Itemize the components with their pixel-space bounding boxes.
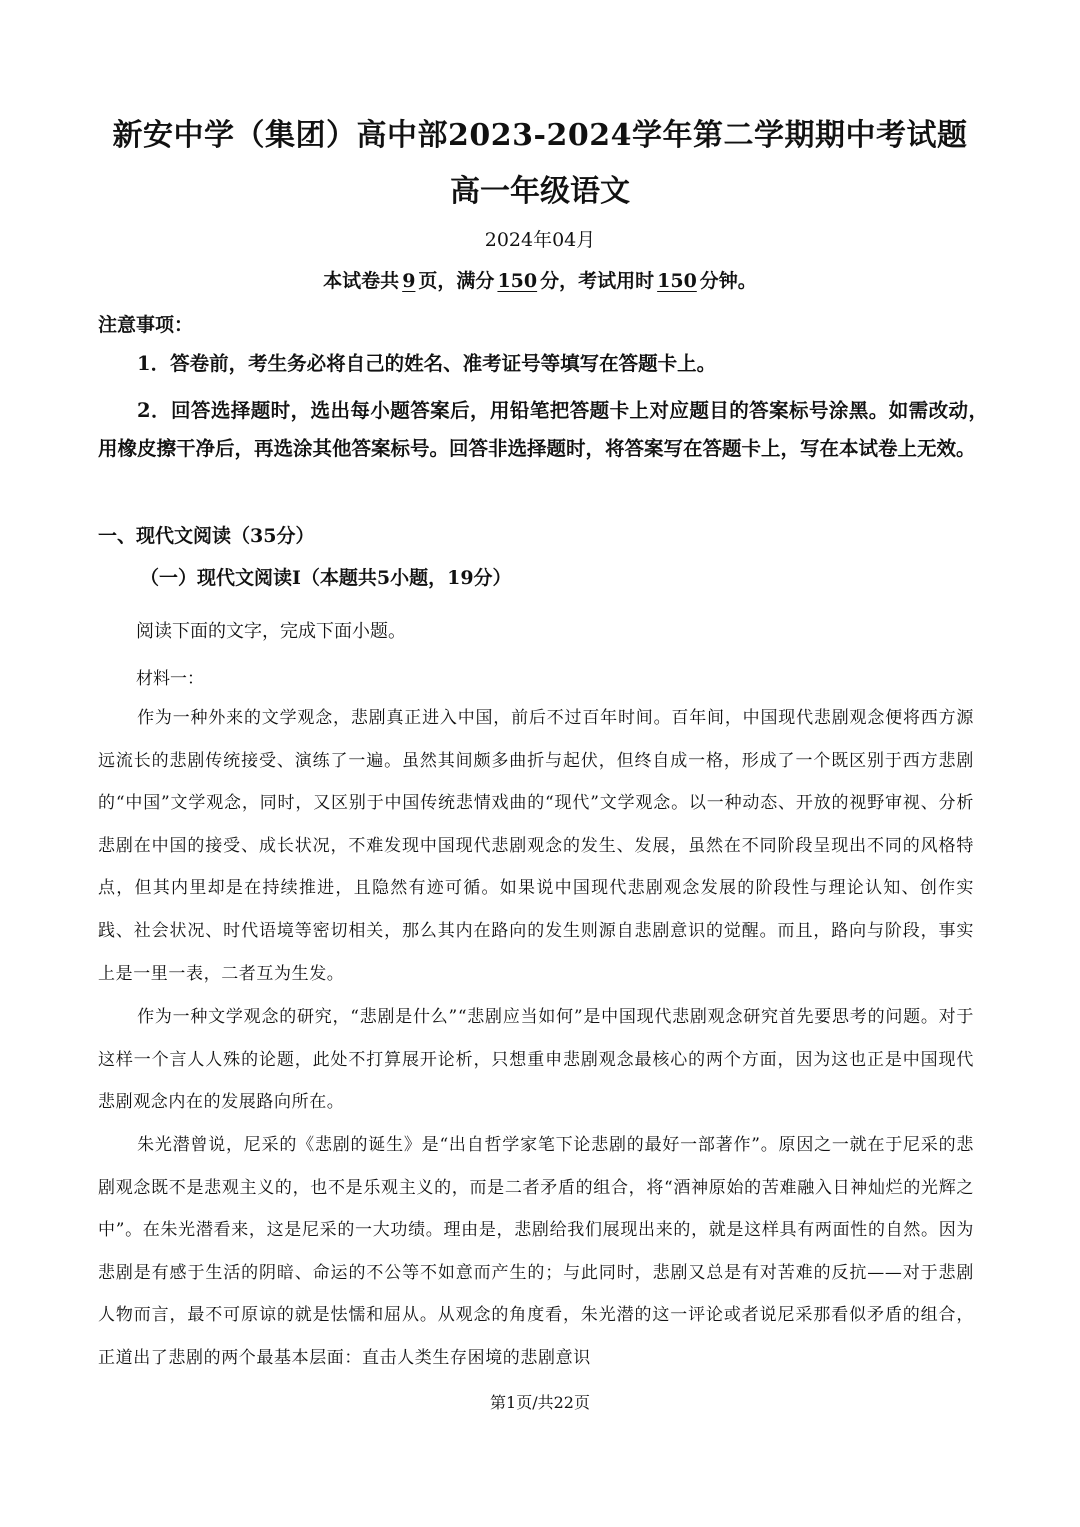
exam-info-line [0,266,1080,293]
subsection-heading: （一）现代文阅读Ⅰ（本题共5小题，19分） [140,567,512,589]
exam-date: 2024年04月 [484,229,596,251]
info-score: 150 [497,270,538,292]
notice-item-1: 1．答卷前，考生务必将自己的姓名、准考证号等填写在答题卡上。 [137,352,717,375]
passage-paragraph-2: 作为一种文学观念的研究，“悲剧是什么”“悲剧应当如何”是中国现代悲剧观念研究首先要思考的问题。对于这样一个言人人殊的论题，此处不打算展开论析，只想重申悲剧观念最核心的两个方面，因为这也正是中国现代悲剧观念内在的发展路向所在。 [98,1007,974,1113]
material-label: 材料一： [136,669,204,689]
info-minutes: 150 [657,270,697,292]
info-mid1: 页，满分 [418,270,495,292]
notice-item-2: 2．回答选择题时，选出每小题答案后，用铅笔把答题卡上对应题目的答案标号涂黑。如需改动，用橡皮擦干净后，再选涂其他答案标号。回答非选择题时，将答案写在答题卡上，写在本试卷上无效。 [98,399,988,460]
passage-paragraph-3: 朱光潜曾说，尼采的《悲剧的诞生》是“出自哲学家笔下论悲剧的最好一部著作”。原因之一就在于尼采的悲剧观念既不是悲观主义的，也不是乐观主义的，而是二者矛盾的组合，将“酒神原始的苦难融入日神灿烂的光辉之中”。在朱光潜看来，这是尼采的一大功绩。理由是，悲剧给我们展现出来的，就是这样具有两面性的自然。因为悲剧是有感于生活的阴暗、命运的不公等不如意而产生的；与此同时，悲剧又总是有对苦难的反抗——对于悲剧人物而言，最不可原谅的就是怯懦和屈从。从观念的角度看，朱光潜的这一评论或者说尼采那看似矛盾的组合，正道出了悲剧的两个最基本层面：直击人类生存困境的悲剧意识 [98,1135,974,1368]
info-prefix: 本试卷共 [323,270,400,292]
page-number: 第1页/共22页 [490,1393,590,1412]
section-heading: 一、现代文阅读（35分） [98,525,315,547]
passage-paragraph-1: 作为一种外来的文学观念，悲剧真正进入中国，前后不过百年时间。百年间，中国现代悲剧观念便将西方源远流长的悲剧传统接受、演练了一遍。虽然其间颇多曲折与起伏，但终自成一格，形成了一个既区别于西方悲剧的“中国”文学观念，同时，又区别于中国传统悲情戏曲的“现代”文学观念。以一种动态、开放的视野审视、分析悲剧在中国的接受、成长状况，不难发现中国现代悲剧观念的发生、发展，虽然在不同阶段呈现出不同的风格特点，但其内里却是在持续推进，且隐然有迹可循。如果说中国现代悲剧观念发展的阶段性与理论认知、创作实践、社会状况、时代语境等密切相关，那么其内在路向的发生则源自悲剧意识的觉醒。而且，路向与阶段，事实上是一里一表，二者互为生发。 [98,708,974,984]
notice-heading: 注意事项： [98,314,194,336]
exam-title: 新安中学（集团）高中部2023-2024学年第二学期期中考试题 [112,118,968,153]
reading-instruction: 阅读下面的文字，完成下面小题。 [136,621,406,642]
info-suffix: 分钟。 [699,270,757,292]
exam-subtitle: 高一年级语文 [450,174,630,209]
info-pages: 9 [402,270,416,292]
info-mid2: 分，考试用时 [540,270,655,292]
